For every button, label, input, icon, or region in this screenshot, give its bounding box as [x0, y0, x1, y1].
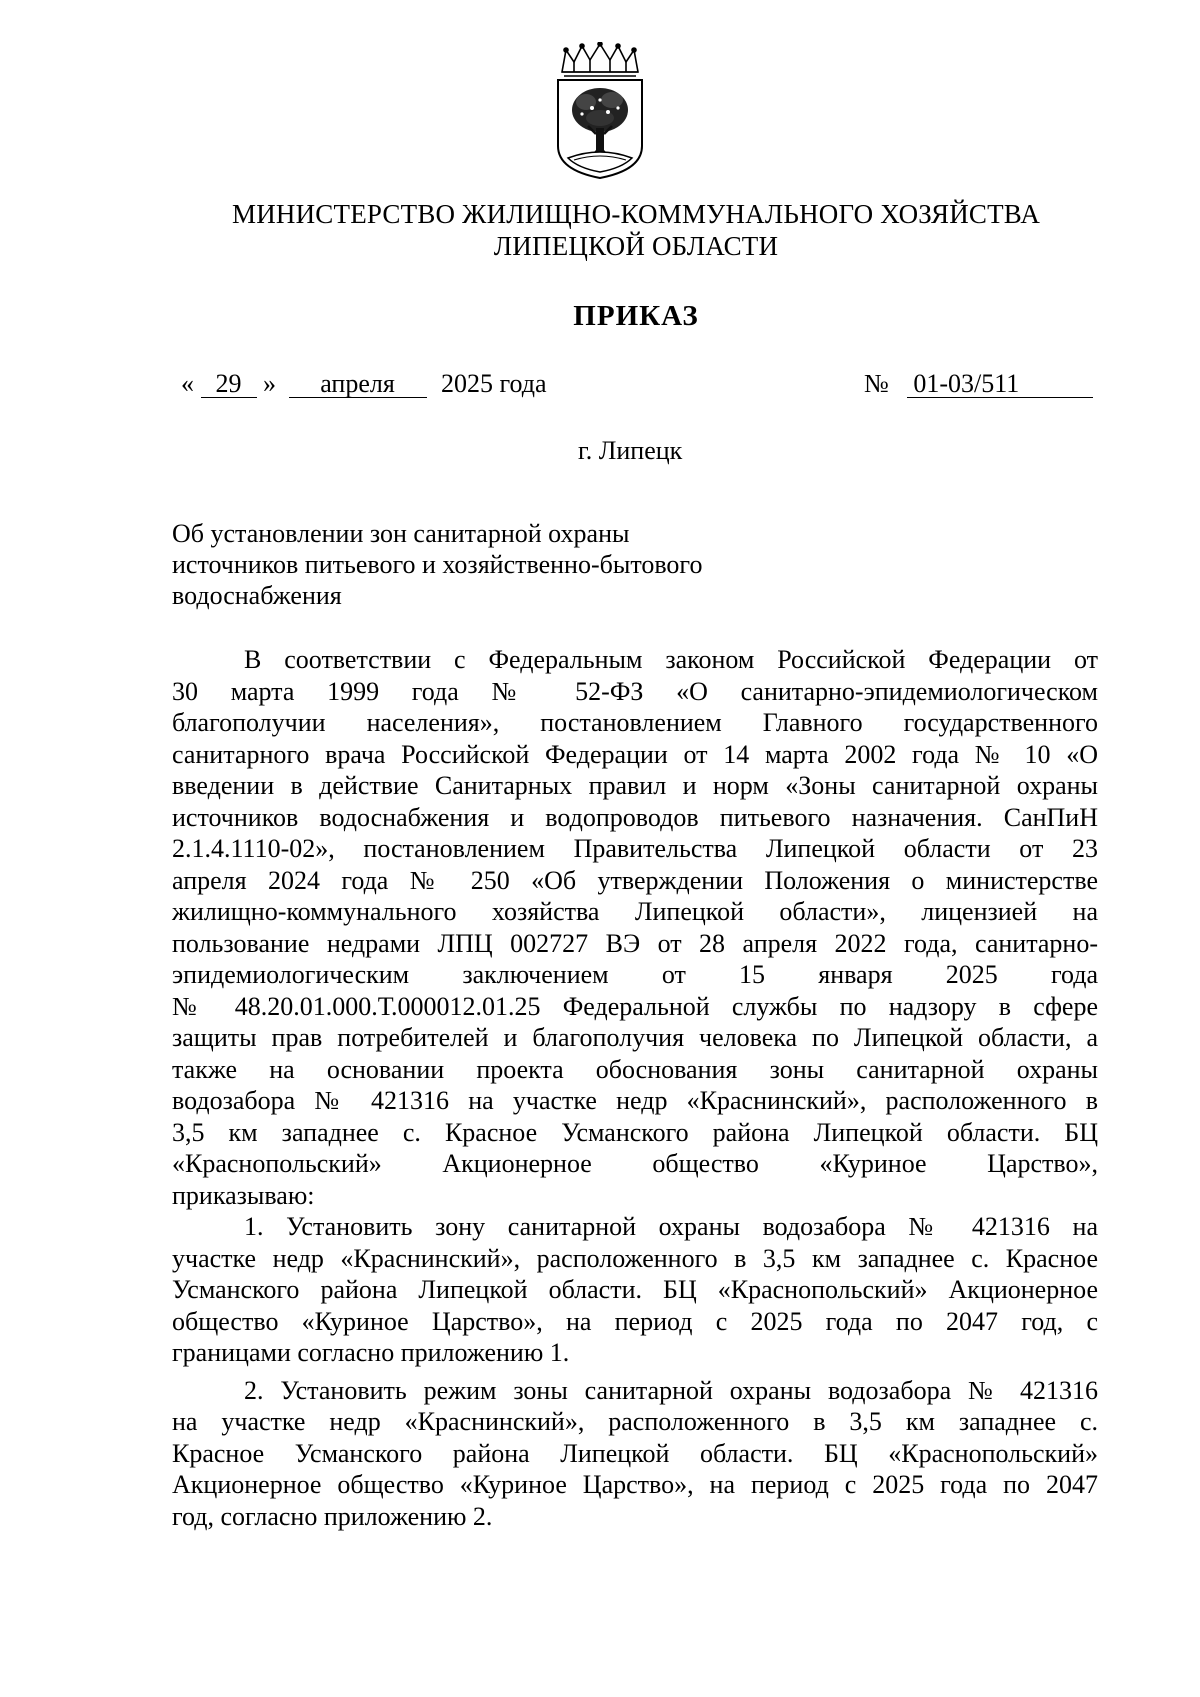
city-name: г. Липецк	[578, 436, 683, 465]
order-number	[864, 368, 1093, 400]
body-line: водозабора № 421316 на участке недр «Краснинский», расположенного в	[172, 1086, 1098, 1115]
body-line: источников водоснабжения и водопроводов питьевого назначения. СанПиН	[172, 802, 1098, 832]
ministry-name	[0, 198, 1200, 262]
number-value: 01-03/511	[907, 371, 1093, 398]
subject-line: водоснабжения	[172, 581, 342, 610]
body-line: Акционерное общество «Куриное Царство», на период с 2025 года по 2047	[172, 1470, 1098, 1499]
body-line: санитарного врача Российской Федерации от 14 марта 2002 года № 10 «О	[172, 739, 1098, 769]
item-1-paragraph	[172, 1211, 1098, 1369]
body-line: защиты прав потребителей и благополучия человека по Липецкой области, а	[172, 1023, 1098, 1052]
body-line: В соответствии с Федеральным законом Российской Федерации от	[244, 645, 1098, 674]
date-close-quote: »	[263, 369, 276, 398]
subject-line: Об установлении зон санитарной охраны	[172, 519, 630, 548]
body-line: границами согласно приложению 1.	[172, 1338, 570, 1367]
body-line: 2.1.4.1110-02», постановлением Правительства Липецкой области от 23	[172, 834, 1098, 863]
body-line: введении в действие Санитарных правил и норм «Зоны санитарной охраны	[172, 771, 1098, 800]
body-line: также на основании проекта обоснования зоны санитарной охраны	[172, 1054, 1098, 1084]
body-line: общество «Куриное Царство», на период с 2025 года по 2047 год, с	[172, 1306, 1098, 1336]
date-year: 2025 года	[441, 369, 547, 398]
date-month: апреля	[289, 371, 427, 398]
body-line: год, согласно приложению 2.	[172, 1501, 493, 1531]
coat-of-arms-emblem	[552, 42, 648, 180]
body-line: 1. Установить зону санитарной охраны водозабора № 421316 на	[244, 1212, 1098, 1241]
body-line: благополучии населения», постановлением Главного государственного	[172, 708, 1098, 737]
ministry-name-line: МИНИСТЕРСТВО ЖИЛИЩНО-КОММУНАЛЬНОГО ХОЗЯЙСТВА	[231, 199, 1041, 229]
body-line: пользование недрами ЛПЦ 002727 ВЭ от 28 апреля 2022 года, санитарно-	[172, 928, 1098, 958]
body-line: на участке недр «Краснинский», расположенного в 3,5 км западнее с.	[172, 1407, 1098, 1436]
body-line: эпидемиологическим заключением от 15 января 2025 года	[172, 960, 1098, 989]
crown-icon	[562, 42, 638, 76]
subject-line: источников питьевого и хозяйственно-бытового	[172, 550, 703, 579]
ministry-name-line: ЛИПЕЦКОЙ ОБЛАСТИ	[493, 231, 779, 261]
number-sign: №	[864, 369, 889, 398]
order-date	[181, 368, 547, 400]
body-line: Красное Усманского района Липецкой области. БЦ «Краснопольский»	[172, 1438, 1098, 1468]
body-line: приказываю:	[172, 1180, 315, 1210]
body-line: № 48.20.01.000.Т.000012.01.25 Федеральной службы по надзору в сфере	[172, 991, 1098, 1021]
body-line: 2. Установить режим зоны санитарной охраны водозабора № 421316	[244, 1375, 1098, 1405]
body-line: «Краснопольский» Акционерное общество «Куриное Царство»,	[172, 1149, 1098, 1178]
item-2-paragraph	[172, 1375, 1098, 1533]
body-line: 3,5 км западнее с. Красное Усманского района Липецкой области. БЦ	[172, 1117, 1098, 1147]
date-open-quote: «	[181, 369, 194, 398]
body-line: апреля 2024 года № 250 «Об утверждении Положения о министерстве	[172, 865, 1098, 895]
order-body	[172, 644, 1098, 1532]
date-day: 29	[201, 371, 257, 398]
body-line: участке недр «Краснинский», расположенного в 3,5 км западнее с. Красное	[172, 1243, 1098, 1273]
document-type-title: ПРИКАЗ	[573, 300, 699, 332]
body-line: жилищно-коммунального хозяйства Липецкой области», лицензией на	[172, 897, 1098, 926]
body-line: 30 марта 1999 года № 52-ФЗ «О санитарно-эпидемиологическом	[172, 676, 1098, 706]
preamble-paragraph	[172, 644, 1098, 1211]
body-line: Усманского района Липецкой области. БЦ «Краснопольский» Акционерное	[172, 1275, 1098, 1304]
order-subject	[172, 518, 702, 611]
